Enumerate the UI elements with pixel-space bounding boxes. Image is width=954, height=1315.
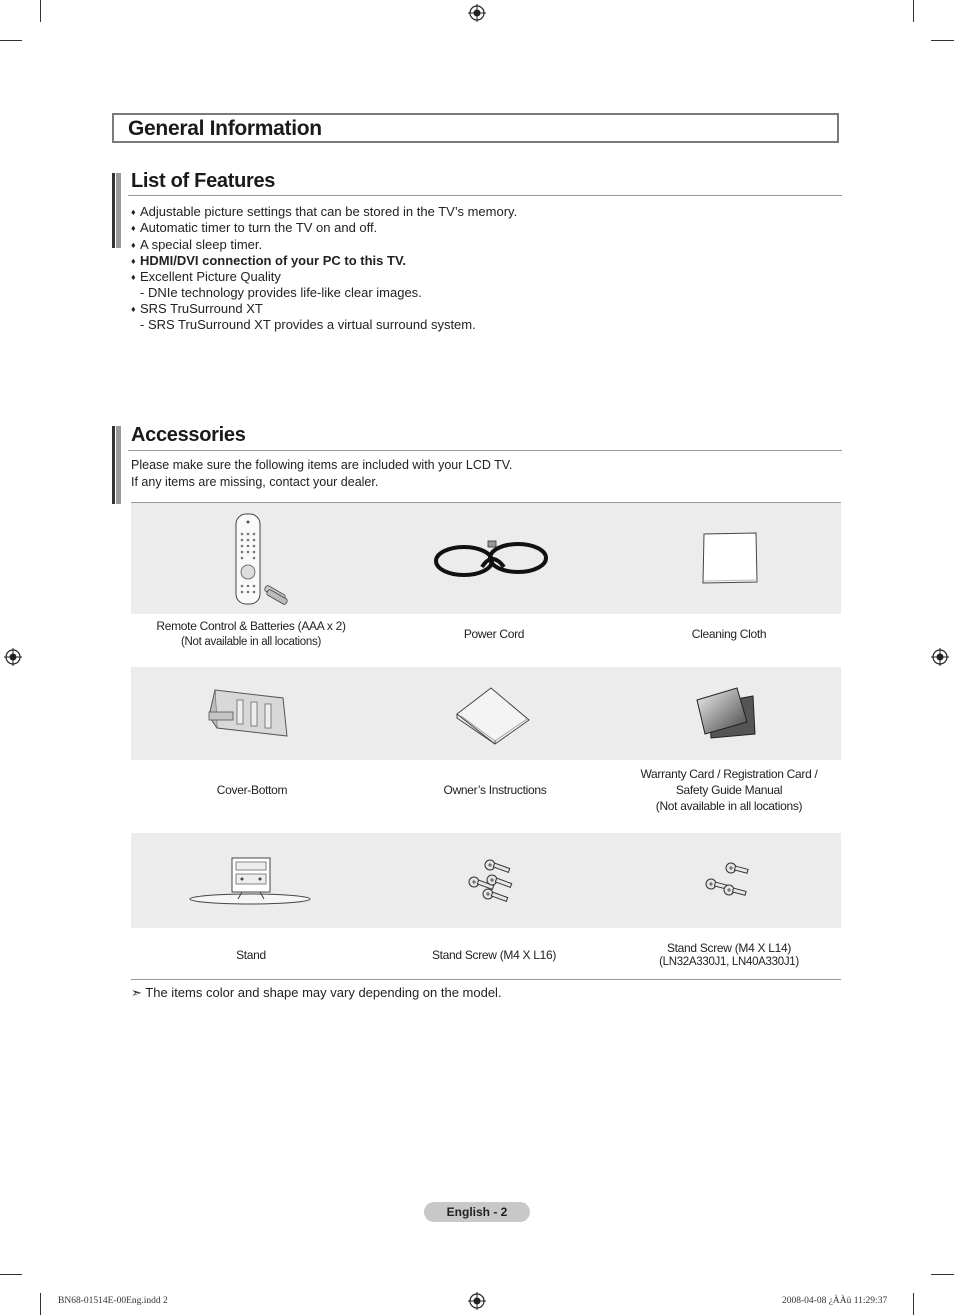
feature-item: ♦ A special sleep timer.	[131, 236, 263, 252]
accessory-caption: Cover-Bottom	[216, 783, 288, 797]
feature-subitem: - SRS TruSurround XT provides a virtual surround system.	[140, 317, 476, 333]
stand-icon	[186, 856, 314, 908]
crop-mark	[913, 0, 914, 22]
accessory-caption: Warranty Card / Registration Card / Safety Guide Manual (Not available in all locations)	[640, 767, 818, 813]
feature-item: ♦ Automatic timer to turn the TV on and off.	[131, 220, 378, 236]
registration-mark-icon	[468, 4, 486, 22]
feature-item: ♦ HDMI/DVI connection of your PC to this TV.	[131, 252, 407, 268]
accessory-caption: Power Cord	[463, 627, 525, 641]
registration-mark-icon	[468, 1292, 486, 1310]
feature-item: ♦ Adjustable picture settings that can be stored in the TV’s memory.	[131, 204, 518, 219]
crop-mark	[40, 1293, 41, 1315]
bullet-icon: ♦	[131, 223, 136, 234]
section-accent-bar	[112, 173, 121, 248]
print-footer-timestamp: 2008-04-08 ¿ÀÀü 11:29:37	[782, 1296, 888, 1306]
stand-screw-small-icon	[703, 860, 753, 900]
crop-mark	[931, 40, 954, 41]
accessories-title: Accessories	[131, 424, 246, 446]
arrow-note-icon: ➣	[131, 985, 142, 1000]
feature-subitem: - DNIe technology provides life-like clear images.	[140, 285, 422, 301]
crop-mark	[0, 40, 22, 41]
crop-mark	[0, 1274, 22, 1275]
crop-mark	[913, 1293, 914, 1315]
feature-item: ♦ Excellent Picture Quality	[131, 269, 281, 285]
accessory-caption: Owner’s Instructions	[443, 783, 547, 797]
bullet-icon: ♦	[131, 303, 136, 314]
cleaning-cloth-icon	[701, 531, 759, 585]
bullet-icon: ♦	[131, 207, 136, 217]
manual-icon	[455, 686, 531, 744]
note: ➣ The items color and shape may vary depending on the model.	[131, 985, 502, 1000]
crop-mark	[931, 1274, 954, 1275]
remote-control-icon	[230, 512, 292, 608]
warranty-cards-icon	[695, 686, 757, 740]
print-footer-file: BN68-01514E-00Eng.indd 2	[58, 1296, 168, 1306]
registration-mark-icon	[4, 648, 22, 666]
divider	[128, 450, 842, 451]
feature-list	[131, 204, 517, 332]
section-title: General Information	[128, 117, 322, 140]
section-accent-bar	[112, 426, 121, 504]
features-title: List of Features	[131, 170, 276, 192]
page-number: English - 2	[424, 1202, 530, 1222]
accessory-caption: Stand Screw (M4 X L16)	[431, 948, 557, 962]
bullet-icon: ♦	[131, 239, 136, 250]
power-cord-icon	[434, 537, 550, 583]
stand-screw-icon	[466, 858, 524, 902]
accessory-caption: Stand Screw (M4 X L14) (LN32A330J1, LN40A330J1)	[659, 941, 799, 968]
table-bottom-rule	[131, 979, 841, 980]
crop-mark	[40, 0, 41, 22]
divider	[128, 195, 842, 196]
accessory-caption: Cleaning Cloth	[691, 627, 767, 641]
accessory-caption: Remote Control & Batteries (AAA x 2) (Not available in all locations)	[156, 619, 346, 648]
cover-bottom-icon	[207, 686, 289, 740]
accessories-intro: Please make sure the following items are included with your LCD TV. If any items are missing, contact your dealer.	[131, 458, 513, 489]
bullet-icon: ♦	[131, 255, 136, 266]
feature-item: ♦ SRS TruSurround XT	[131, 300, 263, 316]
accessory-caption: Stand	[236, 948, 266, 962]
bullet-icon: ♦	[131, 272, 136, 283]
registration-mark-icon	[931, 648, 949, 666]
